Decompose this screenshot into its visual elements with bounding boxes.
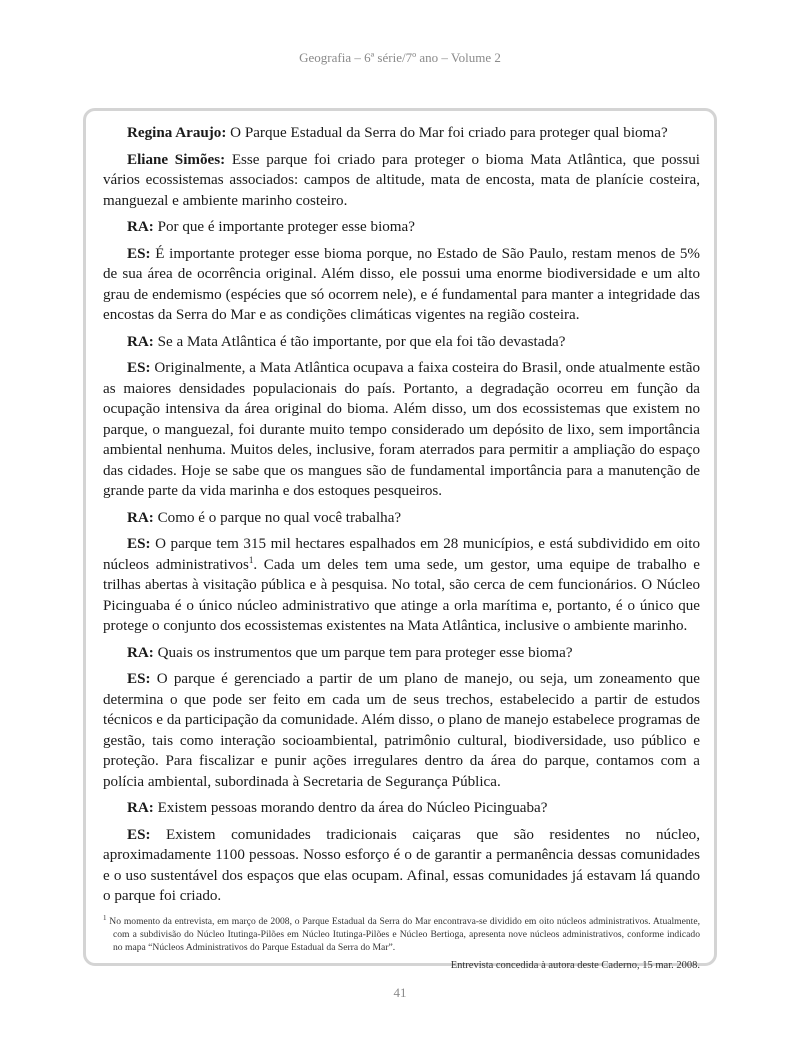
interview-paragraph [103,358,700,502]
paragraph-text: O parque tem 315 mil hectares espalhados em 28 municípios, e está subdividido em oito núcleos administrativos [103,536,700,573]
interview-paragraph [103,534,700,637]
interview-paragraph [103,150,700,212]
paragraph-text: É importante proteger esse bioma porque, no Estado de São Paulo, restam menos de 5% de sua área de ocorrência original. Além disso, ele possui uma enorme biodiversidade e um alto grau de endemismo (espécies que só ocorrem nele), e é fundamental para manter a integridade das encostas da Serra do Mar e as condições climáticas vigentes na região costeira. [103,245,700,323]
running-header: Geografia – 6ª série/7º ano – Volume 2 [299,50,501,65]
interview-paragraph [103,798,700,819]
footnote-text: No momento da entrevista, em março de 2008, o Parque Estadual da Serra do Mar encontrava-se dividido em oito núcleos administrativos. Atualmente, com a subdivisão do Núcleo Itutinga-Pilões em Núcleo Itutinga-Pilões e Núcleo Bertioga, apresenta nove núcleos administrativos, conforme indicado no mapa “Núcleos Administrativos do Parque Estadual da Serra do Mar”. [106,915,700,953]
paragraph-text: Originalmente, a Mata Atlântica ocupava a faixa costeira do Brasil, onde atualmente estão as maiores densidades populacionais do país. Portanto, a degradação ocorreu em função da ocupação intensiva da área original do bioma. Além disso, um dos ecossistemas que existem no parque, o manguezal, foi durante muito tempo considerado um depósito de lixo, sem importância ambiental nenhuma. Muitos deles, inclusive, foram aterrados para permitir a ampliação do espaço das cidades. Hoje se sabe que os mangues são de fundamental importância para a manutenção de grande parte da vida marinha e dos estoques pesqueiros. [103,360,700,499]
page-number: 41 [393,985,407,1000]
footnote-reference[interactable]: 1 [248,554,254,565]
paragraph-text-continued: . Cada um deles tem uma sede, um gestor, uma equipe de trabalho e trilhas abertas à visitação pública e à pesquisa. No total, são cerca de cem funcionários. O Núcleo Picinguaba é o único núcleo administrativo que atinge a orla marítima e, portanto, é o único que protege o conjunto dos ecossistemas existentes na Mata Atlântica, inclusive o ambiente marinho. [103,556,700,634]
interview-paragraph [103,244,700,326]
interview-paragraph [103,508,700,529]
speaker-label: RA: [127,800,154,816]
speaker-label: ES: [127,360,151,376]
paragraph-text: Existem pessoas morando dentro da área do Núcleo Picinguaba? [153,800,548,816]
speaker-label: ES: [127,826,151,843]
paragraph-text: Como é o parque no qual você trabalha? [153,509,402,526]
interview-paragraph [103,669,700,792]
speaker-label: RA: [127,219,154,235]
paragraph-text: O Parque Estadual da Serra do Mar foi criado para proteger qual bioma? [226,125,668,141]
interview-paragraph [103,332,700,353]
interview-credit: Entrevista concedida à autora deste Caderno, 15 mar. 2008. [450,959,700,971]
interview-box [83,108,717,971]
speaker-label: RA: [127,333,154,350]
speaker-label: ES: [127,245,151,262]
paragraph-text: Se a Mata Atlântica é tão importante, por que ela foi tão devastada? [153,333,566,350]
speaker-label: Eliane Simões: [127,151,226,168]
paragraph-text: Existem comunidades tradicionais caiçaras que são residentes no núcleo, aproximadamente 1100 pessoas. Nosso esforço é o de garantir a permanência dessas comunidades e o uso sustentável dos espaços que elas ocupam. Afinal, essas comunidades já estavam lá quando o parque foi criado. [103,826,700,904]
speaker-label: RA: [127,509,154,526]
paragraph-text: Esse parque foi criado para proteger o bioma Mata Atlântica, que possui vários ecossistemas associados: campos de altitude, mata de encosta, mata de planície costeira, manguezal e ambiente marinho costeiro. [103,151,701,209]
paragraph-text: O parque é gerenciado a partir de um plano de manejo, ou seja, um zoneamento que determina o que pode ser feito em cada um de seus trechos, estabelecido a partir de estudos técnicos e da participação da comunidade. Além disso, o plano de manejo estabelece programas de gestão, tais como interação socioambiental, patrimônio cultural, biodiversidade, uso público e proteção. Para fiscalizar e punir ações irregulares dentro da área do parque, contamos com a polícia ambiental, subordinada à Secretaria de Segurança Pública. [103,671,700,790]
interview-paragraph [103,643,700,664]
footnote [103,915,700,954]
paragraph-text: Quais os instrumentos que um parque tem para proteger esse bioma? [153,644,573,661]
speaker-label: ES: [127,671,151,687]
interview-paragraph [103,123,700,144]
paragraph-text: Por que é importante proteger esse bioma? [153,219,415,235]
speaker-label: RA: [127,644,154,661]
speaker-label: ES: [127,536,151,552]
speaker-label: Regina Araujo: [127,125,227,141]
interview-paragraph [103,217,700,238]
interview-paragraph [103,825,700,907]
footnote-marker: 1 [103,913,107,922]
